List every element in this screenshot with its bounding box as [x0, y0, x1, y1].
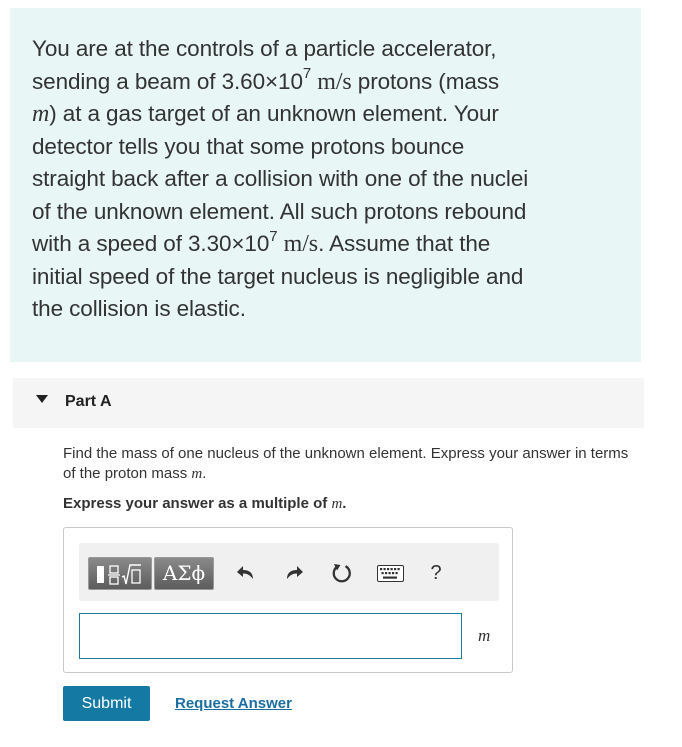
problem-line: You are at the controls of a particle accelerator, — [32, 36, 497, 61]
problem-statement — [10, 8, 641, 362]
problem-line: of the unknown element. All such protons rebound — [32, 198, 527, 224]
templates-icon — [89, 558, 153, 591]
problem-line: initial speed of the target nucleus is negligible and — [32, 263, 524, 289]
templates-button[interactable] — [88, 557, 152, 590]
answer-unit: m — [478, 626, 491, 645]
request-answer-link[interactable]: Request Answer — [175, 695, 292, 712]
answer-instruction: Express your answer as a multiple of m. — [63, 495, 347, 512]
submit-button[interactable]: Submit — [63, 686, 150, 721]
collapse-triangle-icon[interactable] — [36, 395, 48, 403]
problem-line: detector tells you that some protons bounce — [32, 133, 465, 159]
problem-line: the collision is elastic. — [32, 296, 246, 321]
part-title: Part A — [65, 393, 112, 410]
speed-initial: 3.60×10 — [221, 68, 303, 94]
problem-line: sending a beam of $3.60\times 10^7$ m/s protons (mass — [32, 65, 500, 95]
reset-icon[interactable] — [329, 559, 355, 587]
redo-icon[interactable] — [282, 559, 306, 587]
speed-rebound: 3.30×10 — [188, 231, 270, 256]
part-a-header[interactable] — [13, 378, 644, 428]
problem-line: m) at a gas target of an unknown element. Your — [32, 101, 499, 127]
keyboard-icon[interactable] — [375, 559, 405, 587]
math-toolbar — [79, 543, 499, 601]
answer-box — [63, 527, 513, 673]
help-button[interactable]: ? — [430, 561, 442, 584]
greek-symbols-button[interactable]: ΑΣϕ — [154, 557, 214, 590]
answer-input[interactable] — [79, 613, 462, 659]
question-text: Find the mass of one nucleus of the unknown element. Express your answer in terms of the proton mass m. — [63, 445, 629, 482]
problem-line: with a speed of $3.30\times 10^7$ m/s. Assume that the — [32, 227, 491, 257]
problem-line: straight back after a collision with one of the nuclei — [32, 166, 529, 191]
undo-icon[interactable] — [234, 559, 258, 587]
